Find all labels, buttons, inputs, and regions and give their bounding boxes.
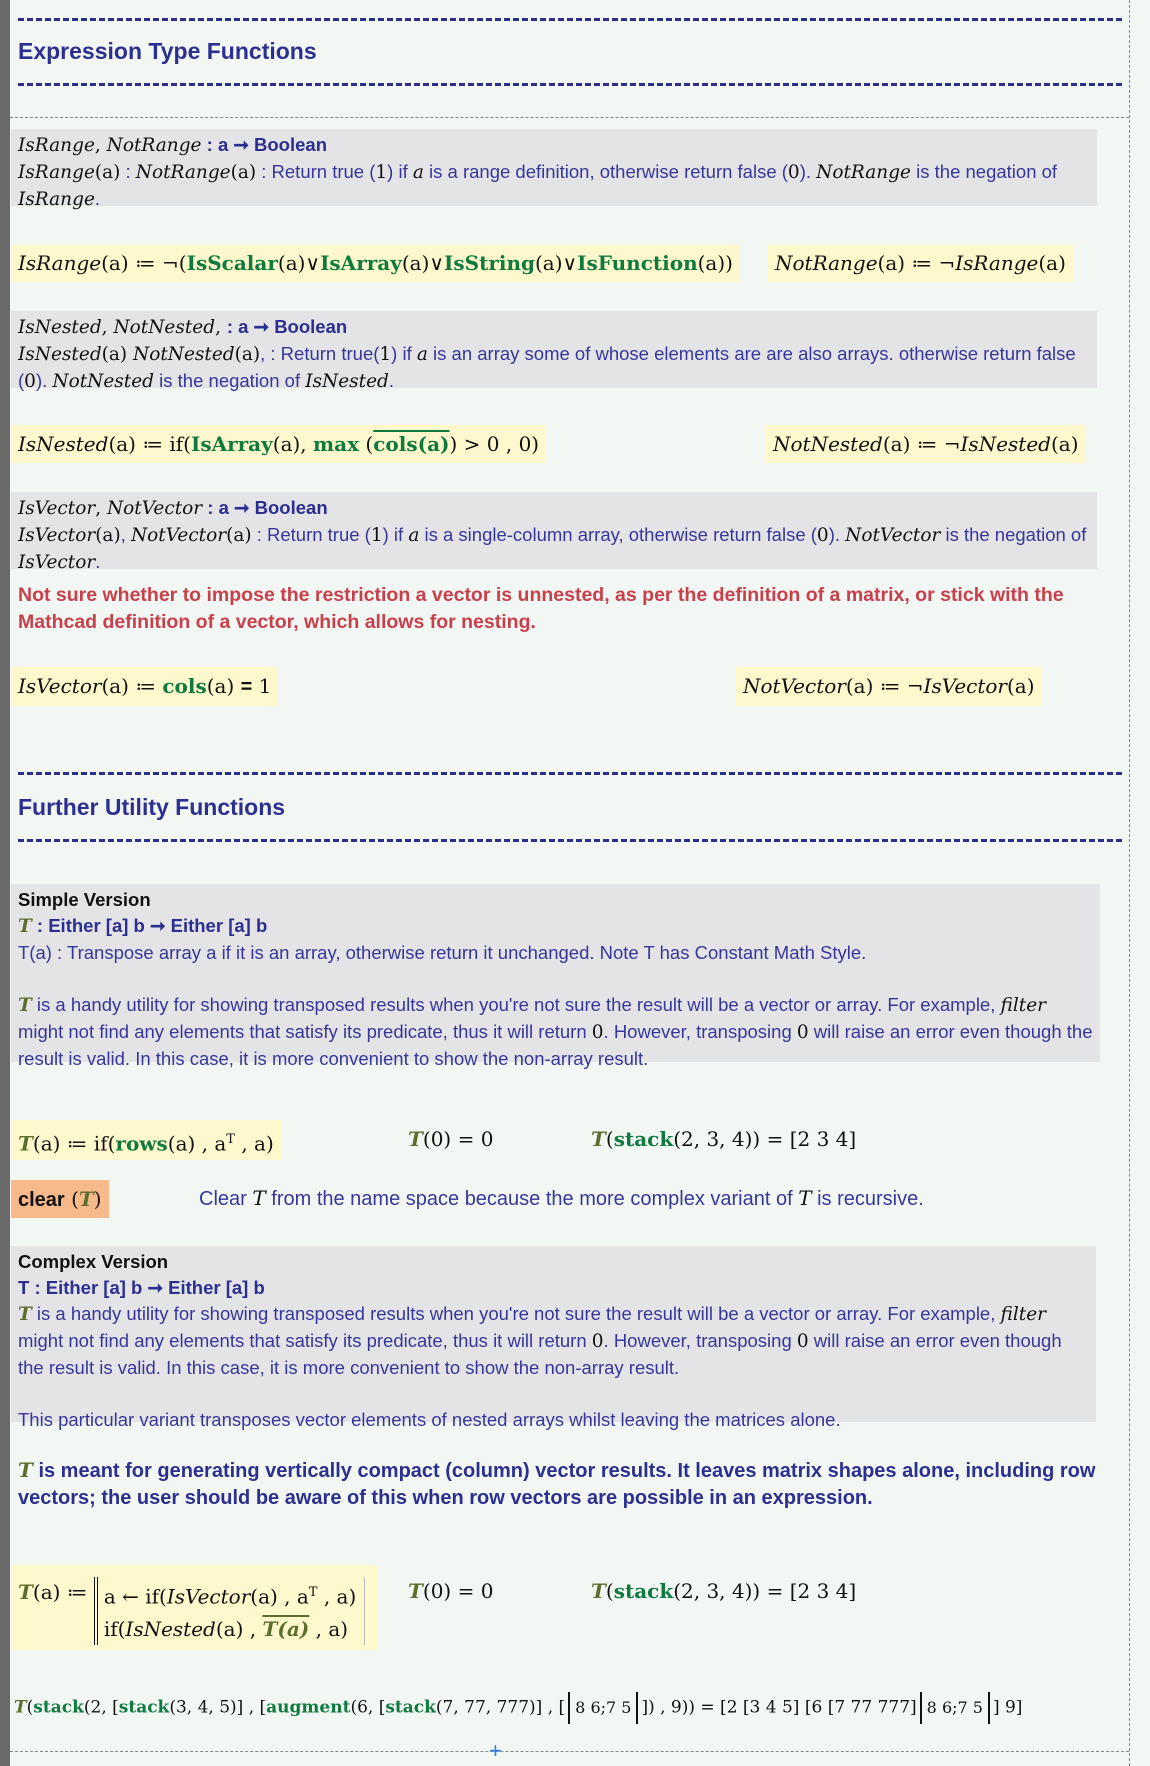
section-divider	[18, 18, 1122, 21]
user-function-name: a	[412, 162, 424, 183]
user-function-name: T	[591, 1127, 606, 1151]
text-run: , : Return true(	[260, 343, 380, 364]
user-function-name: T	[18, 1580, 33, 1604]
text-run: is a handy utility for showing transposed results when you're not sure the result will be a vector or array. For example,	[31, 1303, 1001, 1324]
text-run: (a)	[206, 674, 241, 698]
text-run: 0	[24, 371, 36, 392]
text-run: (7, 77, 777)] , [	[435, 1697, 566, 1718]
text-run: (a)	[234, 344, 261, 365]
matrix: 8 6;7 5	[920, 1692, 990, 1724]
text-run: (a) ≔ if(	[32, 1131, 116, 1156]
text-run: : a ➞ Boolean	[201, 134, 328, 155]
text-run: (a)	[1038, 251, 1066, 275]
text-run: (a) ≔ ¬(	[101, 251, 187, 275]
text-run: is the negation of	[940, 524, 1087, 545]
user-function-name: IsRange	[955, 251, 1039, 275]
region-divider	[10, 1751, 1129, 1752]
user-function-name: IsVector	[18, 674, 102, 698]
text-run: (a) ≔ ¬	[877, 251, 956, 275]
text-run: ,	[120, 524, 131, 545]
text-run: is an array some of whose elements are are also arrays. otherwise return false (	[18, 343, 1076, 391]
text-run: if(	[103, 1616, 126, 1641]
text-run: ).	[828, 524, 846, 545]
text-run: ,	[94, 135, 107, 156]
notnested-definition[interactable]	[766, 425, 1086, 463]
text-run: (a) , a	[167, 1131, 227, 1156]
text-run: clear	[18, 1189, 65, 1211]
text-run: 1	[375, 162, 388, 183]
isnested-definition[interactable]	[11, 425, 546, 463]
text-run: ,	[101, 317, 114, 338]
text-run: T : Either [a] b ➞ Either [a] b	[18, 1277, 265, 1298]
builtin-function: IsScalar	[186, 251, 278, 275]
user-function-name: T(a)	[262, 1616, 310, 1641]
text-run: (a) ≔ if(	[108, 432, 191, 456]
text-run: . However, transposing	[603, 1021, 797, 1042]
program-block	[94, 1577, 365, 1645]
definition-head	[18, 1577, 87, 1605]
user-function-name: NotNested	[133, 344, 235, 365]
builtin-function: IsArray	[190, 432, 273, 456]
text-run: (a),	[272, 432, 314, 456]
user-function-name: filter	[1000, 1304, 1046, 1325]
text-run: : Either [a] b ➞ Either [a] b	[31, 915, 268, 936]
user-function-name: NotRange	[135, 162, 231, 183]
complex-t-definition[interactable]	[11, 1565, 377, 1650]
user-function-name: IsNested	[18, 432, 109, 456]
clear-t-note[interactable]	[199, 1185, 924, 1213]
text-run: . However, transposing	[603, 1330, 797, 1351]
text-run: might not find any elements that satisfy its predicate, thus it will return	[18, 1021, 592, 1042]
text-run: (a)	[1050, 432, 1079, 456]
user-function-name: IsNested	[305, 371, 389, 392]
text-run: will raise an error even though the result is valid. In this case, it is more convenient to show the non-array result.	[18, 1330, 1062, 1378]
text-run: : Return true (	[251, 524, 371, 545]
isvector-doc[interactable]	[11, 492, 1097, 573]
user-function-name: T	[18, 916, 32, 937]
text-run: ).	[799, 161, 817, 182]
text-run: is the negation of	[154, 370, 306, 391]
text-run: 0	[796, 1331, 809, 1352]
user-function-name: IsRange	[18, 162, 95, 183]
text-run: (2, 3, 4)) = [2 3 4]	[673, 1127, 857, 1151]
user-function-name: a	[416, 344, 428, 365]
builtin-function: stack	[613, 1579, 674, 1603]
text-run: might not find any elements that satisfy its predicate, thus it will return	[18, 1330, 592, 1351]
text-run: (a)	[1007, 674, 1035, 698]
text-run: T(a) : Transpose array a if it is an array, otherwise return it unchanged. Note T has Constant Math Style.	[18, 942, 867, 963]
user-function-name: IsNested	[125, 1616, 216, 1641]
user-function-name: a	[408, 525, 420, 546]
text-run: ,	[95, 498, 107, 519]
user-function-name: T	[18, 995, 32, 1016]
text-run: (a) ≔ ¬	[845, 674, 924, 698]
text-run: 1	[379, 344, 392, 365]
user-function-name: NotRange	[106, 135, 202, 156]
text-run: 0	[796, 1022, 809, 1043]
user-function-name: T	[78, 1187, 94, 1211]
builtin-function: max	[313, 432, 360, 456]
text-run: :	[120, 161, 136, 182]
text-run: ]) , 9)) = [2 [3 4 5] [6 [7 77 777]	[641, 1697, 917, 1718]
text-run: (	[605, 1579, 614, 1603]
text-run: Not sure whether to impose the restriction a vector is unnested, as per the definition of a matrix, or stick with the Mathcad definition of a vector, which allows for nesting.	[18, 584, 1064, 633]
builtin-function: cols	[162, 674, 207, 698]
text-run: a ← if(	[103, 1584, 167, 1609]
user-function-name: IsNested	[960, 432, 1051, 456]
user-function-name: T	[252, 1186, 266, 1210]
text-run: (a) ≔	[32, 1580, 88, 1604]
text-run: (a))	[697, 251, 733, 275]
text-run: is a single-column array, otherwise return false (	[419, 524, 817, 545]
text-run: 0	[591, 1331, 604, 1352]
text-run: ,	[215, 317, 227, 338]
section-divider	[18, 83, 1122, 86]
text-run: )	[93, 1187, 102, 1211]
section-divider	[18, 772, 1122, 775]
user-function-name: T	[18, 1131, 33, 1156]
user-function-name: T	[18, 1458, 33, 1482]
user-function-name: NotNested	[113, 317, 216, 338]
text-run: is the negation of	[911, 161, 1058, 182]
text-run: is meant for generating vertically compact (column) vector results. It leaves matrix shapes alone, including row vectors; the user should be aware of this when row vectors are possible in an expression.	[18, 1460, 1096, 1509]
text-run: (2, 3, 4)) = [2 3 4]	[673, 1579, 857, 1603]
transpose-superscript: T	[226, 1132, 235, 1147]
user-function-name: T	[591, 1579, 606, 1603]
builtin-function: IsFunction	[577, 251, 698, 275]
text-run: 0	[787, 162, 800, 183]
text-run: (2, [	[83, 1697, 119, 1718]
text-run: 1	[252, 674, 272, 698]
text-run: will raise an error even though the result is valid. In this case, it is more convenient to show the non-array result.	[18, 1021, 1093, 1069]
simple-t-definition[interactable]	[11, 1120, 281, 1160]
builtin-function: stack	[118, 1697, 170, 1718]
isrange-definition[interactable]	[11, 245, 740, 282]
user-function-name: IsRange	[18, 135, 95, 156]
text-run: (a) , a	[250, 1584, 309, 1609]
user-function-name: NotVector	[106, 498, 203, 519]
text-run: This particular variant transposes vector elements of nested arrays whilst leaving the matrices alone.	[18, 1409, 841, 1430]
text-run: : a ➞ Boolean	[226, 316, 348, 337]
text-run: (a)	[94, 162, 121, 183]
text-run: .	[388, 370, 395, 391]
text-run: ] 9]	[992, 1697, 1023, 1718]
text-run: from the name space because the more complex variant of	[265, 1188, 799, 1210]
user-function-name: IsVector	[18, 552, 96, 573]
text-run: ) if	[391, 343, 417, 364]
text-run: : a ➞ Boolean	[202, 497, 328, 518]
user-function-name: T	[408, 1579, 423, 1603]
program-line-1	[104, 1577, 356, 1613]
matrix: 8 6;7 5	[568, 1692, 638, 1724]
nested-transpose-eval[interactable]	[14, 1692, 1022, 1724]
isnested-doc[interactable]	[11, 311, 1097, 392]
builtin-function: stack	[613, 1127, 674, 1151]
text-run: 0	[591, 1022, 604, 1043]
text-run: (a)∨	[277, 251, 321, 275]
user-function-name: NotNested	[773, 432, 883, 456]
complex-version-doc[interactable]	[11, 1246, 1096, 1430]
text-run: , a)	[234, 1131, 274, 1156]
user-function-name: IsNested	[18, 344, 102, 365]
text-run: : Return true (	[256, 161, 376, 182]
user-function-name: IsVector	[18, 525, 96, 546]
text-run: (	[26, 1697, 34, 1718]
text-run: , a)	[309, 1616, 349, 1641]
builtin-function: IsString	[444, 251, 535, 275]
user-function-name: T	[14, 1697, 27, 1718]
t-stack-eval[interactable]	[591, 1578, 856, 1605]
notvector-definition[interactable]	[736, 667, 1042, 706]
user-function-name: IsVector	[923, 674, 1007, 698]
text-run: 0	[816, 525, 829, 546]
simple-version-doc[interactable]	[11, 884, 1100, 1069]
left-gutter	[0, 0, 10, 1766]
text-run: 1	[370, 525, 383, 546]
t-zero-eval[interactable]	[408, 1126, 493, 1153]
text-run: (	[359, 432, 374, 456]
builtin-function: stack	[33, 1697, 84, 1718]
user-function-name: T	[798, 1186, 812, 1210]
text-run: , a)	[317, 1584, 357, 1609]
text-run: ) if	[387, 161, 413, 182]
text-run: (a)	[230, 162, 257, 183]
user-function-name: IsVector	[166, 1584, 251, 1609]
text-run: (3, 4, 5)] , [	[169, 1697, 267, 1718]
text-run: (a)∨	[535, 251, 578, 275]
text-run: (a) ,	[215, 1616, 263, 1641]
text-run: (	[64, 1187, 79, 1211]
page-margin-line	[1129, 0, 1130, 1766]
user-function-name: T	[18, 1304, 32, 1325]
text-run: ).	[35, 370, 53, 391]
t-stack-eval[interactable]	[591, 1126, 856, 1153]
user-function-name: IsNested	[18, 317, 102, 338]
text-run: (a)	[101, 344, 134, 365]
builtin-function: IsArray	[320, 251, 402, 275]
user-function-name: T	[408, 1127, 423, 1151]
user-function-name: NotVector	[743, 674, 846, 698]
complex-note[interactable]	[18, 1457, 1098, 1512]
text-run: .	[94, 188, 101, 209]
user-function-name: NotVector	[130, 525, 227, 546]
user-function-name: IsRange	[18, 189, 95, 210]
clear-t-region[interactable]	[11, 1180, 109, 1218]
isvector-note[interactable]	[18, 582, 1098, 636]
builtin-function: stack	[385, 1697, 436, 1718]
isrange-doc[interactable]	[11, 129, 1097, 210]
text-run: (0) = 0	[422, 1127, 494, 1151]
section-title: Expression Type Functions	[18, 38, 317, 64]
user-function-name: NotNested	[52, 371, 155, 392]
text-run: is a range definition, otherwise return false (	[423, 161, 788, 182]
text-run: is a handy utility for showing transposed results when you're not sure the result will be a vector or array. For example,	[31, 994, 1001, 1015]
text-run: Clear	[199, 1188, 253, 1210]
text-run: (a) ≔	[101, 674, 163, 698]
section-title: Further Utility Functions	[18, 794, 286, 820]
user-function-name: IsVector	[18, 498, 96, 519]
notrange-definition[interactable]	[768, 245, 1073, 282]
text-run: (	[605, 1127, 614, 1151]
text-run: .	[95, 551, 101, 572]
text-run: Simple Version	[18, 889, 151, 910]
text-run: (6, [	[350, 1697, 386, 1718]
text-run: (a) ≔ ¬	[882, 432, 961, 456]
builtin-function: cols(a)	[373, 432, 450, 456]
text-run: =	[240, 676, 253, 698]
section-divider	[18, 839, 1122, 842]
t-zero-eval[interactable]	[408, 1578, 493, 1605]
transpose-superscript: T	[308, 1585, 318, 1600]
text-run: ) > 0 , 0)	[449, 432, 540, 456]
user-function-name: IsRange	[18, 251, 102, 275]
builtin-function: rows	[115, 1131, 168, 1156]
builtin-function: augment	[266, 1697, 351, 1718]
isvector-definition[interactable]	[11, 667, 278, 706]
user-function-name: NotRange	[775, 251, 878, 275]
region-divider	[10, 117, 1129, 118]
text-run: (0) = 0	[422, 1579, 494, 1603]
text-run: ) if	[382, 524, 409, 545]
program-line-2	[104, 1613, 356, 1645]
text-run: is recursive.	[811, 1188, 924, 1210]
user-function-name: NotVector	[845, 525, 941, 546]
text-run: Complex Version	[18, 1251, 169, 1272]
crosshair-cursor-icon: +	[489, 1738, 502, 1763]
text-run: (a)∨	[401, 251, 445, 275]
user-function-name: filter	[1000, 995, 1046, 1016]
user-function-name: NotRange	[816, 162, 912, 183]
text-run: (a)	[226, 525, 252, 546]
text-run: (a)	[95, 525, 121, 546]
